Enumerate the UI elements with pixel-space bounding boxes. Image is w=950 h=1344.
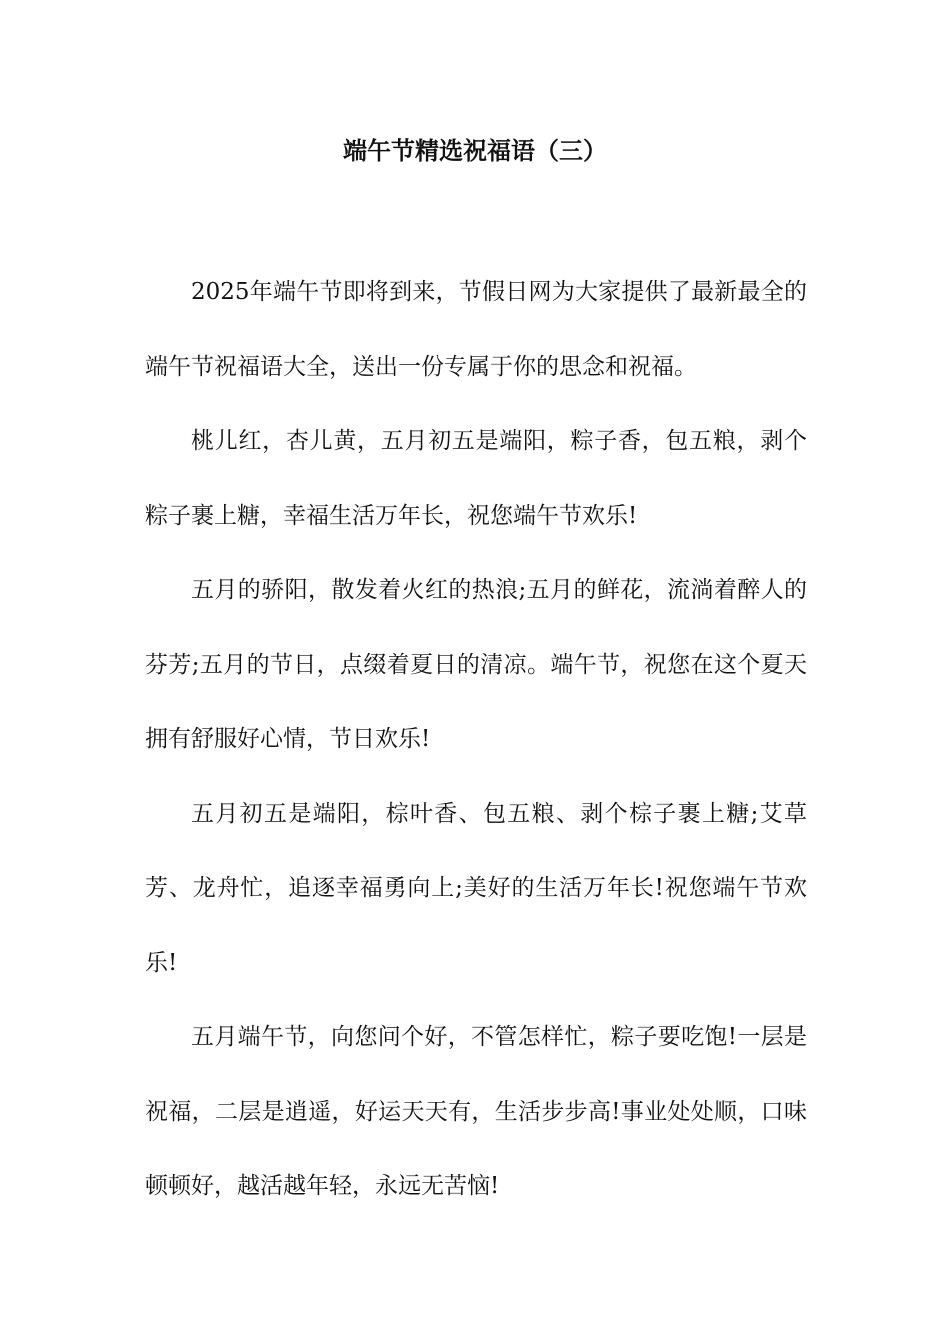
document-title: 端午节精选祝福语（三） bbox=[343, 137, 607, 165]
paragraph-intro: 2025年端午节即将到来，节假日网为大家提供了最新最全的端午节祝福语大全，送出一份专属于你的思念和祝福。 bbox=[145, 279, 807, 380]
paragraph-greeting-2: 五月的骄阳，散发着火红的热浪;五月的鲜花，流淌着醉人的芬芳;五月的节日，点缀着夏日的清凉。端午节，祝您在这个夏天拥有舒服好心情，节日欢乐! bbox=[145, 577, 807, 752]
paragraph-greeting-4: 五月端午节，向您问个好，不管怎样忙，粽子要吃饱!一层是祝福，二层是逍遥，好运天天有，生活步步高!事业处处顺，口味顿顿好，越活越年轻，永远无苦恼! bbox=[145, 1024, 807, 1199]
paragraph-greeting-1: 桃儿红，杏儿黄，五月初五是端阳，粽子香，包五粮，剥个粽子裹上糖，幸福生活万年长，祝您端午节欢乐! bbox=[145, 428, 807, 529]
paragraph-greeting-3: 五月初五是端阳，棕叶香、包五粮、剥个棕子裹上糖;艾草芳、龙舟忙，追逐幸福勇向上;美好的生活万年长!祝您端午节欢乐! bbox=[145, 800, 807, 976]
document-body bbox=[145, 255, 807, 1224]
